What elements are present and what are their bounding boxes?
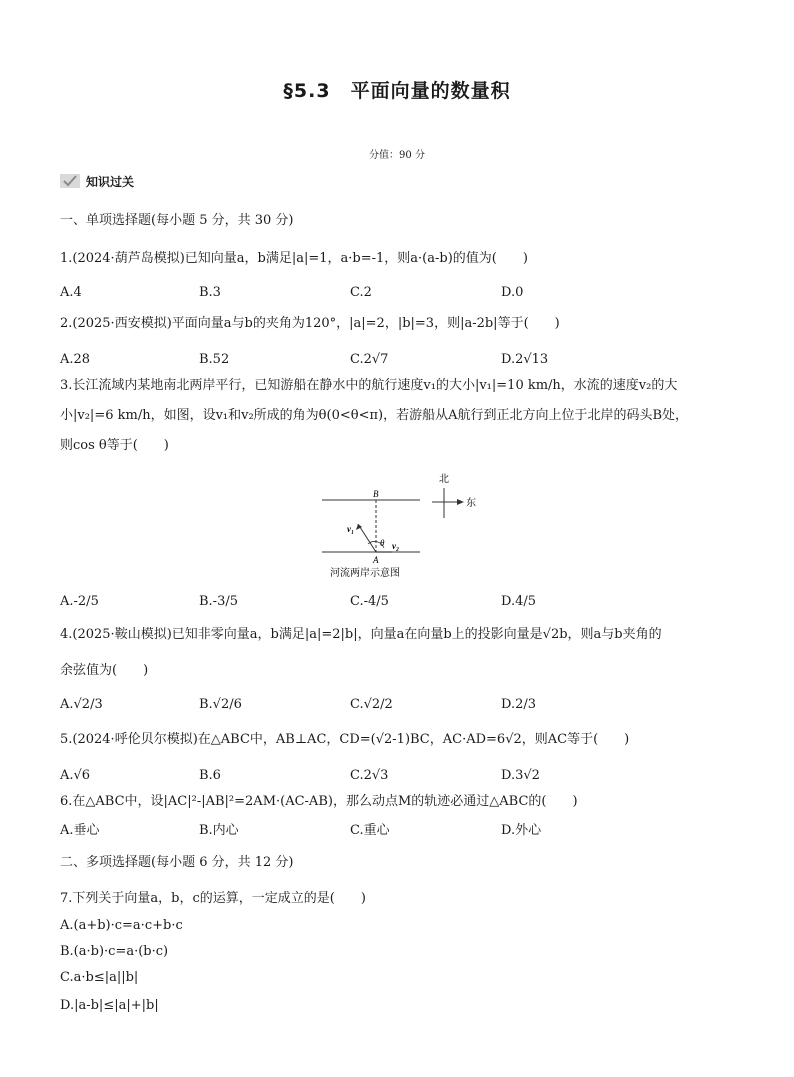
question-4-line-2: 余弦值为( ) [60, 663, 149, 678]
river-diagram [318, 466, 488, 584]
q4-option-b[interactable]: B.√2/6 [199, 697, 242, 712]
question-2-stem: 2.(2025·西安模拟)平面向量a与b的夹角为120°，|a|=2，|b|=3，则|a-2b|等于( ) [60, 316, 560, 331]
point-a-label: A [373, 555, 379, 565]
q7-option-c[interactable]: C.a·b≤|a||b| [60, 970, 139, 985]
point-b-label: B [373, 489, 379, 499]
q7-option-d[interactable]: D.|a-b|≤|a|+|b| [60, 998, 159, 1013]
question-6-stem: 6.在△ABC中，设|AC|²-|AB|²=2AM·(AC-AB)，那么动点M的轨迹必通过△ABC的( ) [60, 794, 578, 809]
q6-option-b[interactable]: B.内心 [199, 823, 239, 838]
q5-option-b[interactable]: B.6 [199, 768, 221, 783]
q6-option-d[interactable]: D.外心 [501, 823, 542, 838]
part1-heading: 一、单项选择题(每小题 5 分，共 30 分) [60, 213, 294, 228]
q3-option-c[interactable]: C.-4/5 [350, 594, 389, 609]
checkmark-icon [60, 174, 80, 188]
q7-option-b[interactable]: B.(a·b)·c=a·(b·c) [60, 944, 169, 959]
north-label: 北 [439, 474, 449, 485]
part2-heading: 二、多项选择题(每小题 6 分，共 12 分) [60, 855, 294, 870]
v2-label: v₂ [392, 541, 400, 551]
q2-option-a[interactable]: A.28 [60, 352, 91, 367]
question-3-line-3: 则cos θ等于( ) [60, 438, 169, 453]
question-1-stem: 1.(2024·葫芦岛模拟)已知向量a，b满足|a|=1，a·b=-1，则a·(a-b)的值为( ) [60, 251, 528, 266]
section-header [60, 173, 134, 189]
q1-option-c[interactable]: C.2 [350, 285, 372, 300]
q6-option-a[interactable]: A.垂心 [60, 823, 100, 838]
q6-option-c[interactable]: C.重心 [350, 823, 390, 838]
east-label: 东 [466, 498, 476, 509]
question-3-line-1: 3.长江流域内某地南北两岸平行，已知游船在静水中的航行速度v₁的大小|v₁|=10 km/h，水流的速度v₂的大 [60, 378, 678, 393]
question-7-stem: 7.下列关于向量a，b，c的运算，一定成立的是( ) [60, 891, 366, 906]
figure-caption: 河流两岸示意图 [330, 568, 400, 579]
question-4-line-1: 4.(2025·鞍山模拟)已知非零向量a，b满足|a|=2|b|，向量a在向量b上的投影向量是√2b，则a与b夹角的 [60, 627, 662, 642]
q2-option-d[interactable]: D.2√13 [501, 352, 549, 367]
q3-option-d[interactable]: D.4/5 [501, 594, 537, 609]
q3-option-a[interactable]: A.-2/5 [60, 594, 99, 609]
q5-option-a[interactable]: A.√6 [60, 768, 91, 783]
question-5-stem: 5.(2024·呼伦贝尔模拟)在△ABC中，AB⊥AC，CD=(√2-1)BC，AC·AD=6√2，则AC等于( ) [60, 732, 630, 747]
q2-option-c[interactable]: C.2√7 [350, 352, 389, 367]
question-3-line-2: 小|v₂|=6 km/h，如图，设v₁和v₂所成的角为θ(0<θ<π)，若游船从A航行到正北方向上位于北岸的码头B处， [60, 408, 689, 423]
q5-option-d[interactable]: D.3√2 [501, 768, 540, 783]
v1-label: v₁ [347, 524, 355, 534]
q4-option-d[interactable]: D.2/3 [501, 697, 537, 712]
q3-option-b[interactable]: B.-3/5 [199, 594, 238, 609]
q5-option-c[interactable]: C.2√3 [350, 768, 389, 783]
q1-option-a[interactable]: A.4 [60, 285, 82, 300]
score-label: 分值：90 分 [369, 150, 425, 161]
page-title: §5.3 平面向量的数量积 [283, 80, 511, 102]
q4-option-a[interactable]: A.√2/3 [60, 697, 103, 712]
q2-option-b[interactable]: B.52 [199, 352, 230, 367]
q4-option-c[interactable]: C.√2/2 [350, 697, 393, 712]
section-label: 知识过关 [86, 174, 135, 189]
q1-option-d[interactable]: D.0 [501, 285, 524, 300]
q1-option-b[interactable]: B.3 [199, 285, 221, 300]
east-arrow-icon [457, 499, 464, 505]
q7-option-a[interactable]: A.(a+b)·c=a·c+b·c [60, 918, 183, 933]
theta-label: θ [380, 538, 385, 548]
